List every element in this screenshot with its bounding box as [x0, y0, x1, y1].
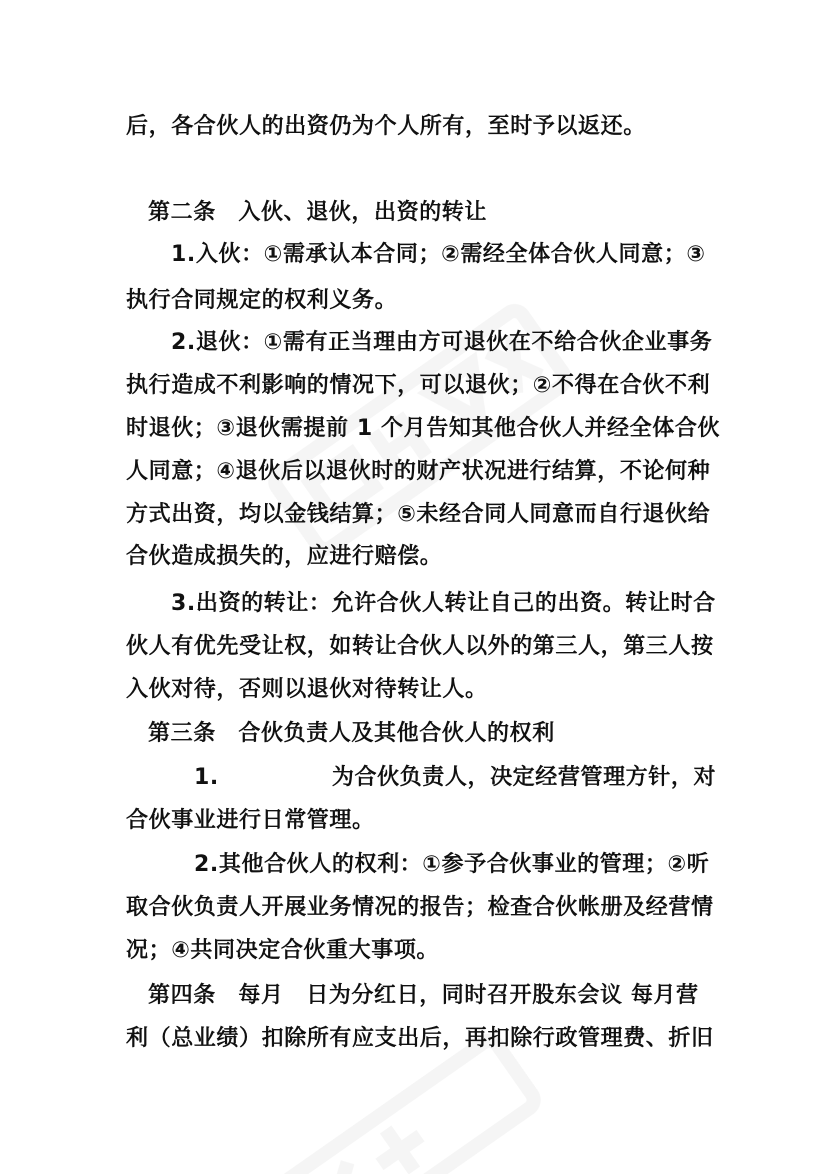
section-heading: 第三条 合伙负责人及其他合伙人的权利 — [148, 721, 555, 746]
paragraph-line: 方式出资，均以金钱结算；⑤未经合同人同意而自行退伙给 — [126, 502, 711, 527]
section-heading: 第四条 每月 日为分红日，同时召开股东会议 每月营 — [148, 983, 699, 1008]
section-heading: 第二条 入伙、退伙，出资的转让 — [148, 200, 488, 225]
paragraph-line: 况；④共同决定合伙重大事项。 — [126, 938, 440, 963]
paragraph-line: 2.其他合伙人的权利：①参予合伙事业的管理；②听 — [194, 852, 710, 877]
paragraph-line: 时退伙；③退伙需提前 1 个月告知其他合伙人并经全体合伙 — [126, 416, 721, 441]
paragraph-line: 1. 为合伙负责人，决定经营管理方针，对 — [194, 765, 717, 790]
paragraph-line: 入伙对待，否则以退伙对待转让人。 — [126, 677, 488, 702]
paragraph-line: 合伙事业进行日常管理。 — [126, 808, 375, 833]
paragraph-line: 执行合同规定的权利义务。 — [126, 288, 398, 313]
paragraph-line: 利（总业绩）扣除所有应支出后，再扣除行政管理费、折旧 — [126, 1026, 714, 1051]
paragraph-line: 人同意；④退伙后以退伙时的财产状况进行结算，不论何种 — [126, 459, 711, 484]
paragraph-line: 取合伙负责人开展业务情况的报告；检查合伙帐册及经营情 — [126, 895, 714, 920]
paragraph-line: 伙人有优先受让权，如转让合伙人以外的第三人，第三人按 — [126, 634, 714, 659]
paragraph-line: 后，各合伙人的出资仍为个人所有，至时予以返还。 — [126, 114, 646, 139]
paragraph-line: 2.退伙：①需有正当理由方可退伙在不给合伙企业事务 — [171, 330, 713, 355]
paragraph-line: 合伙造成损失的，应进行赔偿。 — [126, 544, 443, 569]
paragraph-line: 1.入伙：①需承认本合同；②需经全体合伙人同意；③ — [171, 242, 706, 267]
paragraph-line: 执行造成不利影响的情况下，可以退伙；②不得在合伙不利 — [126, 373, 711, 398]
paragraph-line: 3.出资的转让：允许合伙人转让自己的出资。转让时合 — [171, 591, 716, 616]
